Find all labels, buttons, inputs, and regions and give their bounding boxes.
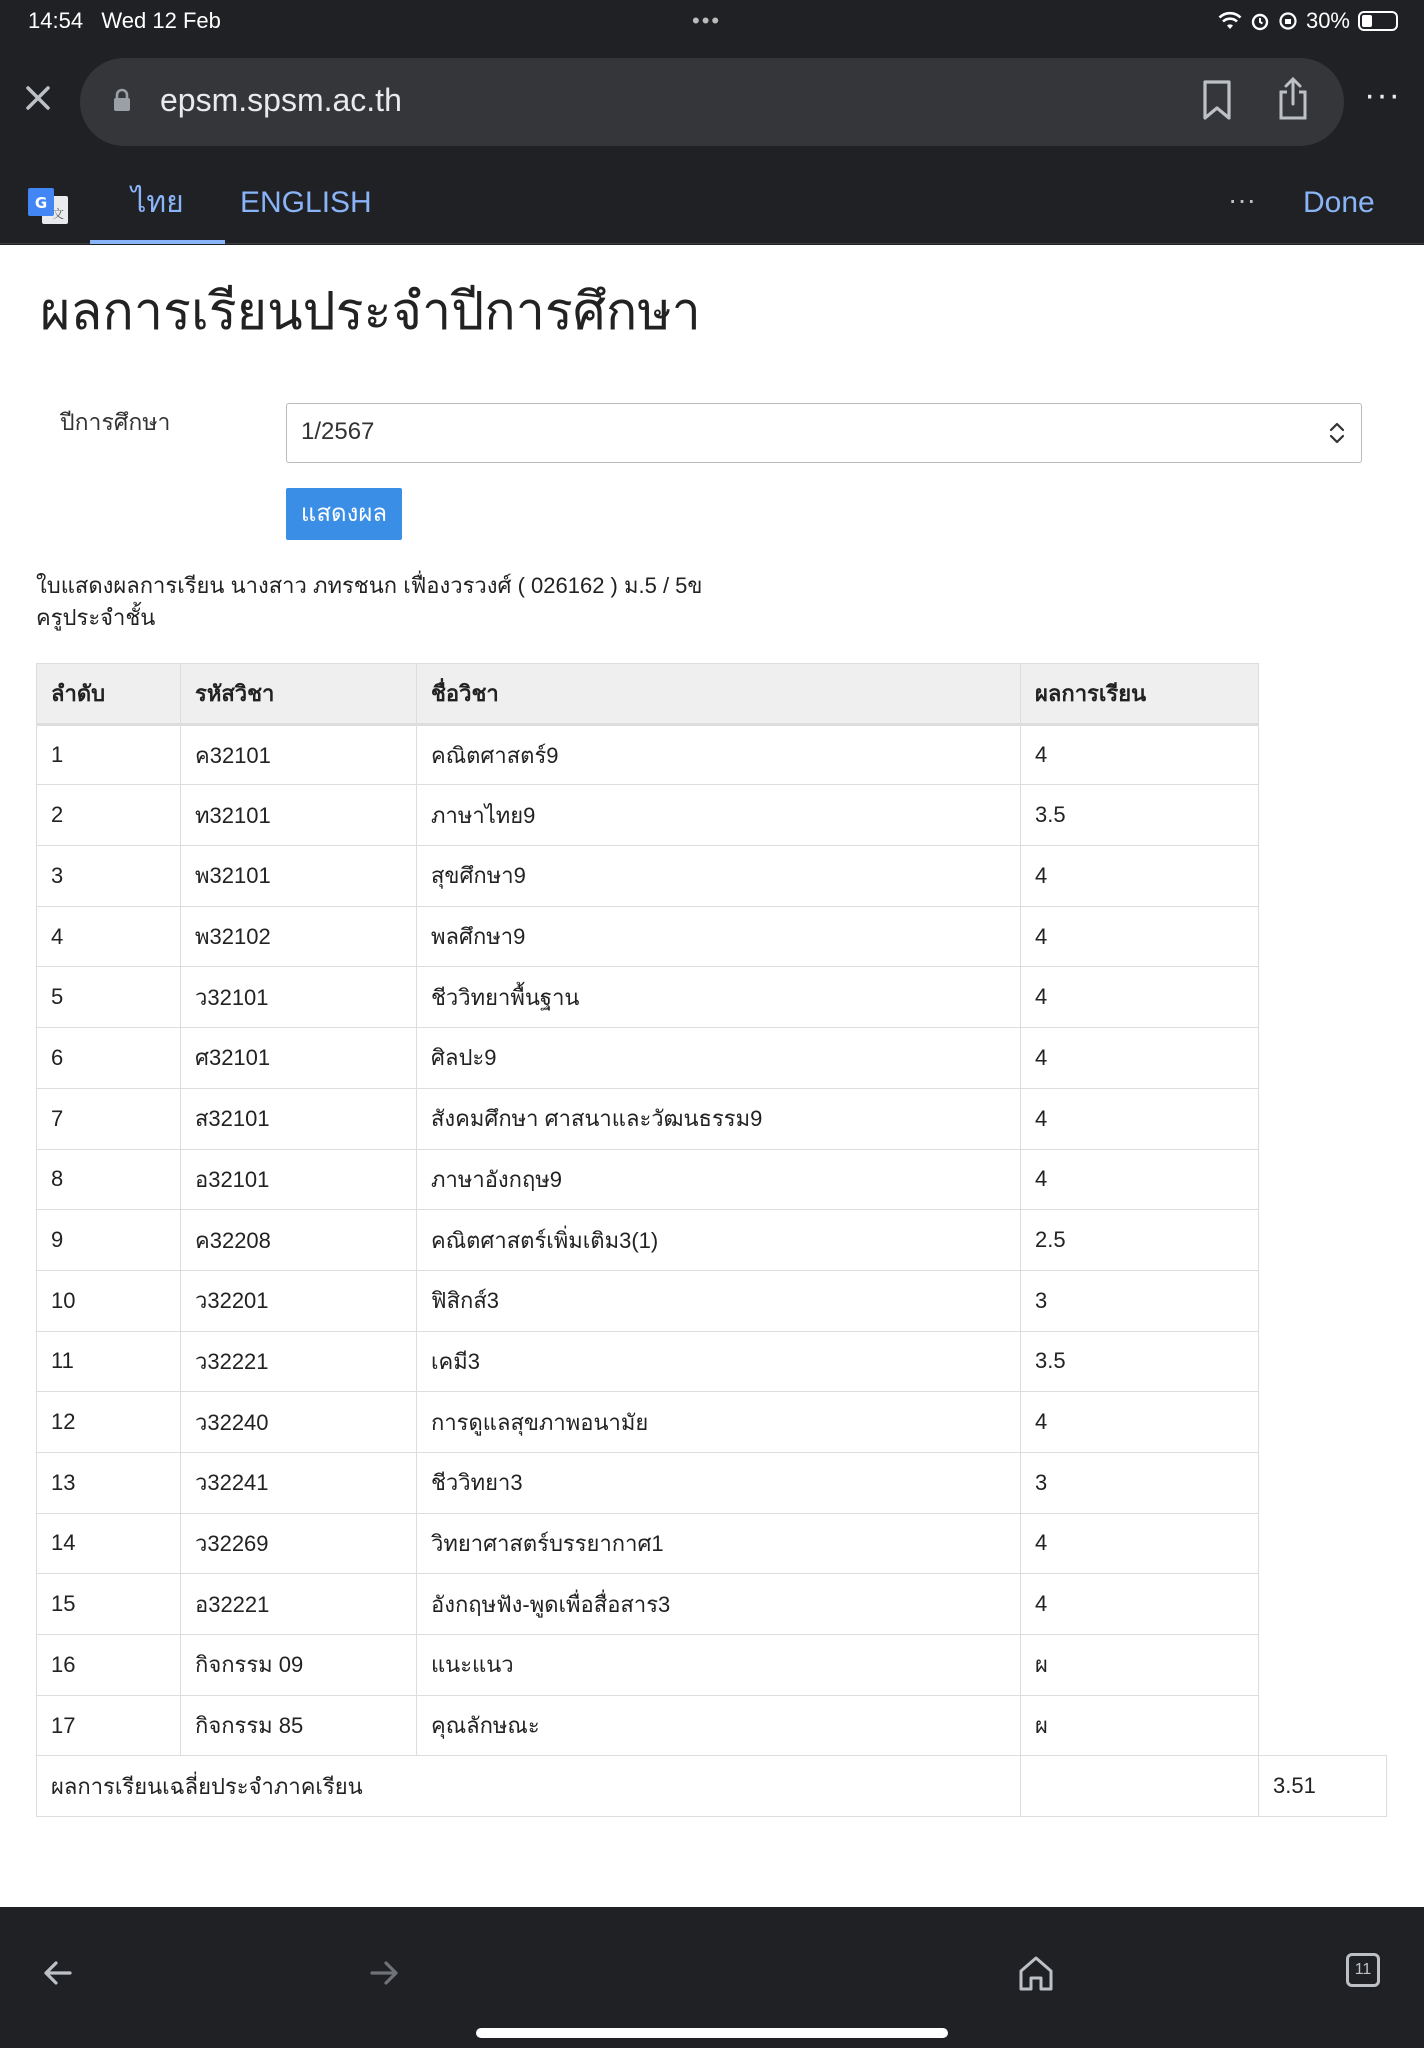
tab-switcher-button[interactable]: 11 bbox=[1346, 1953, 1380, 1987]
home-icon[interactable] bbox=[1016, 1953, 1056, 1993]
tab-thai[interactable]: ไทย bbox=[90, 162, 225, 244]
cell-grade: 4 bbox=[1021, 1088, 1259, 1149]
back-arrow-icon[interactable] bbox=[40, 1955, 76, 1991]
orientation-lock-icon bbox=[1278, 11, 1298, 31]
table-row bbox=[37, 1210, 1387, 1271]
bookmark-icon[interactable] bbox=[1200, 78, 1234, 122]
gpa-empty-cell bbox=[1021, 1756, 1259, 1817]
multitasking-dots[interactable]: ••• bbox=[692, 8, 722, 33]
cell-order: 17 bbox=[37, 1695, 181, 1756]
grades-table bbox=[36, 663, 1387, 1817]
address-bar[interactable] bbox=[80, 58, 1344, 146]
cell-grade: 2.5 bbox=[1021, 1210, 1259, 1271]
table-row bbox=[37, 906, 1387, 967]
cell-grade: 3 bbox=[1021, 1452, 1259, 1513]
table-row bbox=[37, 1270, 1387, 1331]
cell-subject-code: ท32101 bbox=[181, 785, 417, 846]
cell-grade: 4 bbox=[1021, 724, 1259, 785]
cell-grade: 4 bbox=[1021, 1392, 1259, 1453]
row-spacer bbox=[1259, 1635, 1387, 1696]
cell-grade: 4 bbox=[1021, 846, 1259, 907]
cell-subject-name: ฟิสิกส์3 bbox=[417, 1270, 1021, 1331]
cell-order: 16 bbox=[37, 1635, 181, 1696]
lock-icon bbox=[112, 88, 132, 112]
browser-toolbar bbox=[0, 44, 1424, 162]
homeroom-teacher: ครูประจำชั้น bbox=[36, 605, 156, 630]
year-select-value: 1/2567 bbox=[301, 418, 375, 445]
cell-order: 11 bbox=[37, 1331, 181, 1392]
status-icons bbox=[1218, 8, 1398, 34]
cell-subject-code: ว32101 bbox=[181, 967, 417, 1028]
gpa-label: ผลการเรียนเฉลี่ยประจำภาคเรียน bbox=[37, 1756, 1021, 1817]
row-spacer bbox=[1259, 724, 1387, 785]
cell-subject-name: แนะแนว bbox=[417, 1635, 1021, 1696]
svg-text:文: 文 bbox=[51, 207, 65, 221]
table-row bbox=[37, 1392, 1387, 1453]
table-row bbox=[37, 1149, 1387, 1210]
table-row bbox=[37, 1513, 1387, 1574]
cell-grade: ผ bbox=[1021, 1635, 1259, 1696]
more-menu-icon[interactable]: ··· bbox=[1364, 76, 1401, 114]
done-button[interactable]: Done bbox=[1303, 186, 1375, 219]
cell-subject-name: ภาษาอังกฤษ9 bbox=[417, 1149, 1021, 1210]
gpa-row bbox=[37, 1756, 1387, 1817]
row-spacer bbox=[1259, 1088, 1387, 1149]
year-select[interactable] bbox=[286, 403, 1362, 463]
cell-order: 10 bbox=[37, 1270, 181, 1331]
student-info: ใบแสดงผลการเรียน นางสาว ภทรชนก เฟื่องวรวงศ์ ( 026162 ) ม.5 / 5ข bbox=[36, 573, 703, 598]
url-text[interactable]: epsm.spsm.ac.th bbox=[160, 82, 402, 118]
cell-subject-code: ค32101 bbox=[181, 724, 417, 785]
table-header-row bbox=[37, 664, 1387, 725]
alarm-icon bbox=[1250, 11, 1270, 31]
table-row bbox=[37, 1574, 1387, 1635]
row-spacer bbox=[1259, 1270, 1387, 1331]
show-results-button[interactable]: แสดงผล bbox=[286, 488, 402, 540]
cell-grade: 4 bbox=[1021, 967, 1259, 1028]
cell-subject-code: อ32101 bbox=[181, 1149, 417, 1210]
cell-subject-code: พ32101 bbox=[181, 846, 417, 907]
cell-grade: 4 bbox=[1021, 1028, 1259, 1089]
cell-subject-name: สุขศึกษา9 bbox=[417, 846, 1021, 907]
row-spacer bbox=[1259, 1513, 1387, 1574]
cell-grade: 4 bbox=[1021, 906, 1259, 967]
cell-subject-name: การดูแลสุขภาพอนามัย bbox=[417, 1392, 1021, 1453]
cell-order: 4 bbox=[37, 906, 181, 967]
status-time: 14:54 Wed 12 Feb bbox=[28, 8, 221, 33]
google-translate-icon bbox=[28, 188, 70, 226]
cell-subject-name: ชีววิทยา3 bbox=[417, 1452, 1021, 1513]
cell-subject-name: สังคมศึกษา ศาสนาและวัฒนธรรม9 bbox=[417, 1088, 1021, 1149]
cell-order: 13 bbox=[37, 1452, 181, 1513]
page-title: ผลการเรียนประจำปีการศึกษา bbox=[40, 283, 701, 341]
table-row bbox=[37, 1635, 1387, 1696]
year-label: ปีการศึกษา bbox=[60, 409, 171, 435]
row-spacer bbox=[1259, 1210, 1387, 1271]
cell-subject-code: พ32102 bbox=[181, 906, 417, 967]
cell-subject-name: ศิลปะ9 bbox=[417, 1028, 1021, 1089]
cell-grade: 3 bbox=[1021, 1270, 1259, 1331]
cell-subject-code: กิจกรรม 85 bbox=[181, 1695, 417, 1756]
cell-order: 14 bbox=[37, 1513, 181, 1574]
row-spacer bbox=[1259, 1452, 1387, 1513]
home-indicator[interactable] bbox=[476, 2028, 948, 2038]
row-spacer bbox=[1259, 906, 1387, 967]
table-row bbox=[37, 785, 1387, 846]
cell-subject-name: เคมี3 bbox=[417, 1331, 1021, 1392]
cell-order: 3 bbox=[37, 846, 181, 907]
cell-grade: ผ bbox=[1021, 1695, 1259, 1756]
cell-subject-code: อ32221 bbox=[181, 1574, 417, 1635]
cell-order: 12 bbox=[37, 1392, 181, 1453]
cell-subject-code: ศ32101 bbox=[181, 1028, 417, 1089]
table-row bbox=[37, 1695, 1387, 1756]
row-spacer bbox=[1259, 1695, 1387, 1756]
cell-subject-code: ว32201 bbox=[181, 1270, 417, 1331]
row-spacer bbox=[1259, 967, 1387, 1028]
row-spacer bbox=[1259, 1392, 1387, 1453]
cell-order: 8 bbox=[37, 1149, 181, 1210]
cell-grade: 4 bbox=[1021, 1149, 1259, 1210]
cell-order: 9 bbox=[37, 1210, 181, 1271]
header-subject-name: ชื่อวิชา bbox=[417, 664, 1021, 725]
header-order: ลำดับ bbox=[37, 664, 181, 725]
table-row bbox=[37, 1452, 1387, 1513]
close-icon[interactable] bbox=[18, 78, 58, 118]
cell-subject-code: ว32241 bbox=[181, 1452, 417, 1513]
cell-subject-code: กิจกรรม 09 bbox=[181, 1635, 417, 1696]
cell-grade: 3.5 bbox=[1021, 1331, 1259, 1392]
cell-subject-name: อังกฤษฟัง-พูดเพื่อสื่อสาร3 bbox=[417, 1574, 1021, 1635]
cell-order: 1 bbox=[37, 724, 181, 785]
cell-order: 15 bbox=[37, 1574, 181, 1635]
table-row bbox=[37, 846, 1387, 907]
wifi-icon bbox=[1218, 11, 1242, 31]
table-row bbox=[37, 1088, 1387, 1149]
status-bar bbox=[0, 0, 1424, 44]
cell-subject-name: พลศึกษา9 bbox=[417, 906, 1021, 967]
table-row bbox=[37, 1331, 1387, 1392]
row-spacer bbox=[1259, 1149, 1387, 1210]
tab-english[interactable]: ENGLISH bbox=[240, 186, 372, 219]
cell-grade: 4 bbox=[1021, 1574, 1259, 1635]
cell-subject-name: ชีววิทยาพื้นฐาน bbox=[417, 967, 1021, 1028]
svg-text:G: G bbox=[34, 194, 48, 212]
cell-order: 6 bbox=[37, 1028, 181, 1089]
browser-bottom-bar bbox=[0, 1907, 1424, 2048]
select-arrows-icon bbox=[1327, 418, 1347, 448]
cell-order: 2 bbox=[37, 785, 181, 846]
web-page bbox=[0, 245, 1424, 1907]
cell-grade: 3.5 bbox=[1021, 785, 1259, 846]
translate-bar bbox=[0, 162, 1424, 244]
header-grade: ผลการเรียน bbox=[1021, 664, 1259, 725]
cell-subject-name: คณิตศาสตร์9 bbox=[417, 724, 1021, 785]
gpa-value: 3.51 bbox=[1259, 1756, 1387, 1817]
table-row bbox=[37, 967, 1387, 1028]
cell-subject-code: ว32269 bbox=[181, 1513, 417, 1574]
header-spacer bbox=[1259, 664, 1387, 725]
cell-order: 5 bbox=[37, 967, 181, 1028]
table-row bbox=[37, 1028, 1387, 1089]
share-icon[interactable] bbox=[1276, 76, 1310, 122]
cell-grade: 4 bbox=[1021, 1513, 1259, 1574]
cell-subject-name: คณิตศาสตร์เพิ่มเติม3(1) bbox=[417, 1210, 1021, 1271]
cell-order: 7 bbox=[37, 1088, 181, 1149]
header-subject-code: รหัสวิชา bbox=[181, 664, 417, 725]
battery-percent: 30% bbox=[1305, 8, 1350, 33]
cell-subject-code: ว32221 bbox=[181, 1331, 417, 1392]
cell-subject-code: ว32240 bbox=[181, 1392, 417, 1453]
forward-arrow-icon[interactable] bbox=[366, 1955, 402, 1991]
cell-subject-code: ส32101 bbox=[181, 1088, 417, 1149]
row-spacer bbox=[1259, 785, 1387, 846]
row-spacer bbox=[1259, 1331, 1387, 1392]
cell-subject-name: วิทยาศาสตร์บรรยากาศ1 bbox=[417, 1513, 1021, 1574]
translate-more-icon[interactable]: ··· bbox=[1228, 184, 1256, 215]
table-row bbox=[37, 724, 1387, 785]
cell-subject-code: ค32208 bbox=[181, 1210, 417, 1271]
battery-icon bbox=[1358, 11, 1398, 31]
row-spacer bbox=[1259, 846, 1387, 907]
row-spacer bbox=[1259, 1574, 1387, 1635]
row-spacer bbox=[1259, 1028, 1387, 1089]
cell-subject-name: คุณลักษณะ bbox=[417, 1695, 1021, 1756]
cell-subject-name: ภาษาไทย9 bbox=[417, 785, 1021, 846]
